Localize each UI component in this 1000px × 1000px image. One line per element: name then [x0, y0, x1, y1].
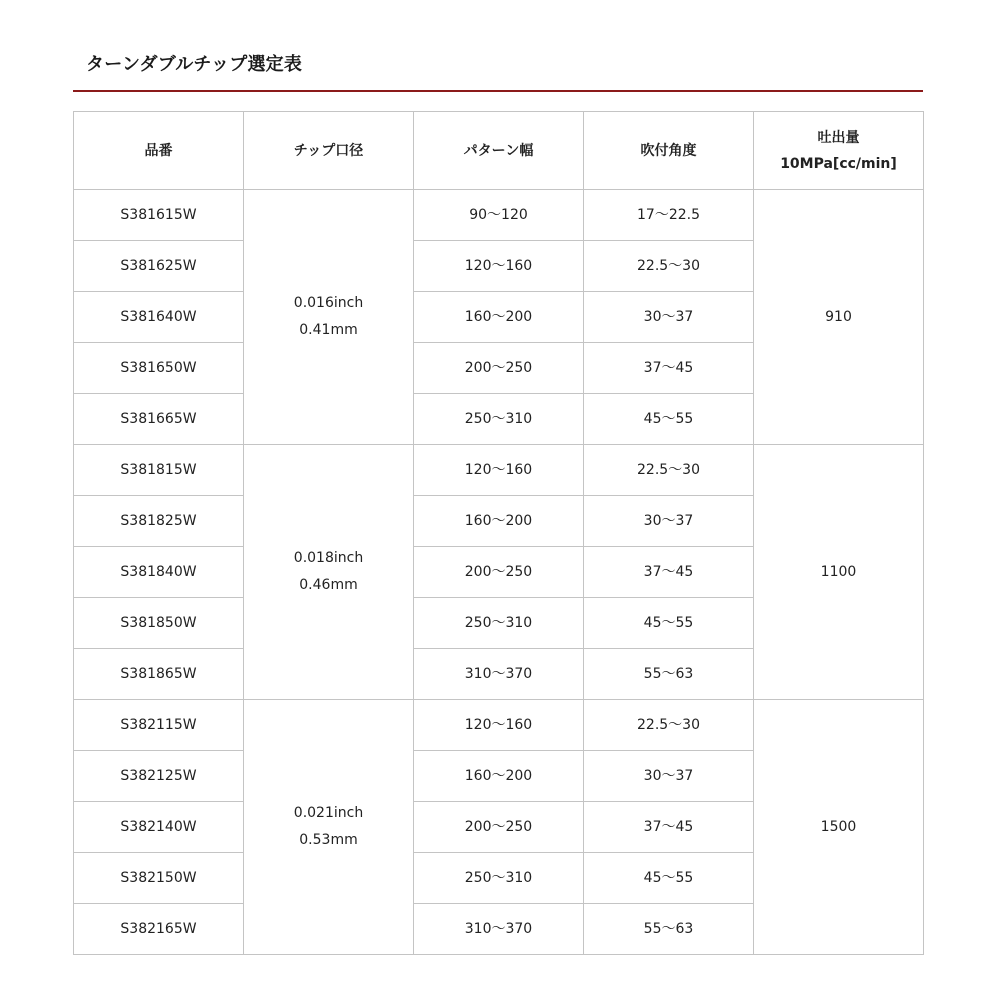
spray-angle-cell: 37～45 [584, 343, 754, 394]
pattern-width-cell: 250～310 [414, 598, 584, 649]
title-divider [73, 90, 923, 92]
pattern-width-cell: 200～250 [414, 802, 584, 853]
pattern-width-cell: 120～160 [414, 700, 584, 751]
pattern-width-cell: 200～250 [414, 343, 584, 394]
spray-angle-cell: 37～45 [584, 802, 754, 853]
pattern-width-cell: 120～160 [414, 445, 584, 496]
tip-size-cell: 0.018inch 0.46mm [244, 445, 414, 700]
output-cell: 1500 [754, 700, 924, 955]
header-part-number: 品番 [74, 112, 244, 190]
pattern-width-cell: 200～250 [414, 547, 584, 598]
spray-angle-cell: 17～22.5 [584, 190, 754, 241]
part-number-cell: S381625W [74, 241, 244, 292]
table-row [74, 445, 924, 496]
output-cell: 910 [754, 190, 924, 445]
header-tip-size: チップ口径 [244, 112, 414, 190]
spray-angle-cell: 30～37 [584, 751, 754, 802]
table-row [74, 190, 924, 241]
spray-angle-cell: 37～45 [584, 547, 754, 598]
spray-angle-cell: 30～37 [584, 292, 754, 343]
part-number-cell: S381840W [74, 547, 244, 598]
pattern-width-cell: 90～120 [414, 190, 584, 241]
spray-angle-cell: 22.5～30 [584, 700, 754, 751]
spray-angle-cell: 45～55 [584, 853, 754, 904]
part-number-cell: S382140W [74, 802, 244, 853]
pattern-width-cell: 160～200 [414, 751, 584, 802]
output-cell: 1100 [754, 445, 924, 700]
spray-angle-cell: 45～55 [584, 394, 754, 445]
pattern-width-cell: 120～160 [414, 241, 584, 292]
part-number-cell: S381615W [74, 190, 244, 241]
part-number-cell: S381850W [74, 598, 244, 649]
part-number-cell: S381865W [74, 649, 244, 700]
part-number-cell: S382125W [74, 751, 244, 802]
spray-angle-cell: 22.5～30 [584, 241, 754, 292]
spray-angle-cell: 45～55 [584, 598, 754, 649]
pattern-width-cell: 310～370 [414, 904, 584, 955]
pattern-width-cell: 160～200 [414, 496, 584, 547]
part-number-cell: S381825W [74, 496, 244, 547]
part-number-cell: S381650W [74, 343, 244, 394]
header-row [74, 112, 924, 190]
page-title: ターンダブルチップ選定表 [86, 54, 303, 75]
tip-size-cell: 0.016inch 0.41mm [244, 190, 414, 445]
header-pattern-width: パターン幅 [414, 112, 584, 190]
part-number-cell: S381665W [74, 394, 244, 445]
spray-angle-cell: 30～37 [584, 496, 754, 547]
table-row [74, 700, 924, 751]
pattern-width-cell: 250～310 [414, 394, 584, 445]
pattern-width-cell: 160～200 [414, 292, 584, 343]
part-number-cell: S382165W [74, 904, 244, 955]
pattern-width-cell: 310～370 [414, 649, 584, 700]
pattern-width-cell: 250～310 [414, 853, 584, 904]
part-number-cell: S381815W [74, 445, 244, 496]
header-output: 吐出量 10MPa[cc/min] [754, 112, 924, 190]
part-number-cell: S381640W [74, 292, 244, 343]
tip-selection-table [73, 111, 924, 955]
part-number-cell: S382150W [74, 853, 244, 904]
header-spray-angle: 吹付角度 [584, 112, 754, 190]
spray-angle-cell: 55～63 [584, 649, 754, 700]
spray-angle-cell: 22.5～30 [584, 445, 754, 496]
tip-size-cell: 0.021inch 0.53mm [244, 700, 414, 955]
part-number-cell: S382115W [74, 700, 244, 751]
spray-angle-cell: 55～63 [584, 904, 754, 955]
